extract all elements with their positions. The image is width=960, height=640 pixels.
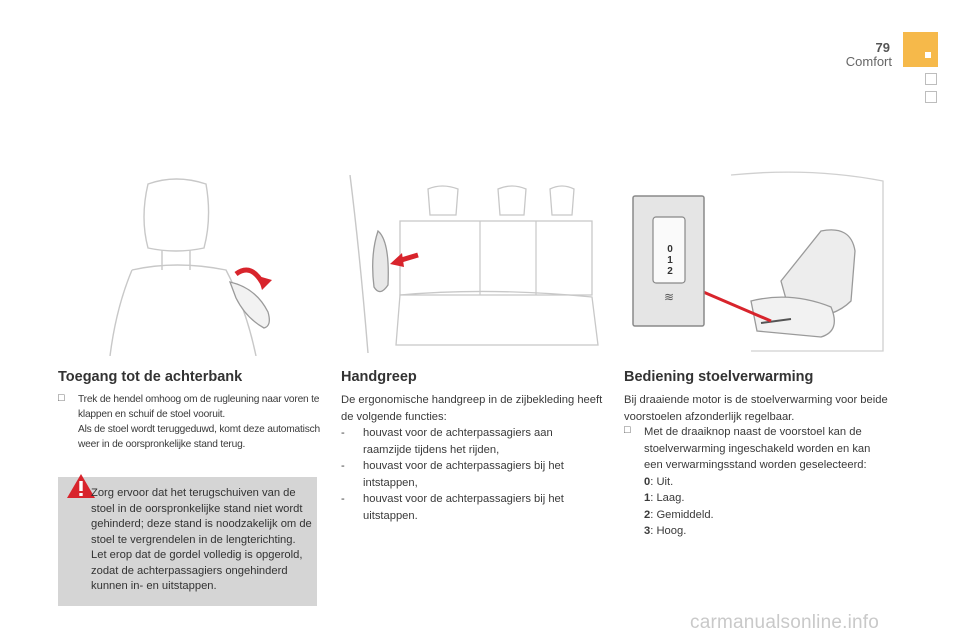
watermark: carmanualsonline.info bbox=[690, 612, 880, 633]
section-heading: Bediening stoelverwarming bbox=[624, 369, 814, 385]
list-item bbox=[341, 425, 603, 458]
level-item bbox=[644, 490, 889, 507]
list-dash: - bbox=[341, 460, 345, 472]
chapter-box[interactable] bbox=[925, 73, 937, 85]
section-tab[interactable] bbox=[903, 32, 938, 67]
warning-text: Zorg ervoor dat het terugschuiven van de stoel in de oorspronkelijke stand niet wordt gehinderd; deze stand is noodzakelijk om de stoel te vergrendelen in de lengterichting. Let erop dat de gordel volledig is opgerold, zodat de achterpassagiers ongehinderd kunnen in- en uitstappen. bbox=[91, 487, 312, 592]
paragraph: De ergonomische handgreep in de zijbekleding heeft de volgende functies: bbox=[341, 394, 603, 423]
level-label: : Laag. bbox=[650, 492, 685, 504]
bullet-block bbox=[624, 424, 889, 540]
bullet-text: Met de draaiknop naast de voorstoel kan de stoelverwarming ingeschakeld worden en kan een verwarmingsstand worden geselecteerd: bbox=[644, 426, 871, 471]
function-list bbox=[341, 425, 603, 524]
list-item-text: houvast voor de achterpassagiers bij het intstappen, bbox=[363, 460, 564, 489]
level-item bbox=[644, 523, 889, 540]
dial-labels bbox=[664, 244, 676, 277]
bullet-text: Trek de hendel omhoog om de rugleuning naar voren te klappen en schuif de stoel vooruit. bbox=[78, 394, 320, 420]
level-key: 2 bbox=[644, 508, 651, 521]
illustration-rear-bench bbox=[340, 175, 602, 353]
level-key: 3 bbox=[644, 525, 651, 537]
check-box-icon: □ bbox=[58, 392, 65, 404]
list-item-text: houvast voor de achterpassagiers bij het uitstappen. bbox=[363, 493, 564, 522]
check-box-icon: □ bbox=[624, 424, 631, 436]
list-item bbox=[341, 458, 603, 491]
chapter-box[interactable] bbox=[925, 91, 937, 103]
level-key: 1 bbox=[644, 492, 651, 504]
level-label: : Uit. bbox=[650, 475, 674, 488]
section-heading: Handgreep bbox=[341, 369, 417, 385]
list-dash: - bbox=[341, 427, 345, 439]
level-label: : Gemiddeld. bbox=[650, 508, 714, 521]
dial-label: 2 bbox=[667, 266, 673, 277]
level-label: : Hoog. bbox=[650, 525, 687, 537]
list-dash: - bbox=[341, 493, 345, 505]
seat-heat-icon: ≋ bbox=[663, 290, 675, 304]
section-title: Comfort bbox=[845, 54, 892, 69]
list-item bbox=[341, 491, 603, 524]
dial-label: 0 bbox=[667, 244, 673, 255]
bullet-block bbox=[58, 392, 320, 452]
level-item bbox=[644, 474, 889, 491]
list-item-text: houvast voor de achterpassagiers aan raamzijde tijdens het rijden, bbox=[363, 427, 553, 456]
dial-label: 1 bbox=[667, 255, 673, 266]
level-item bbox=[644, 507, 889, 524]
bullet-text: Als de stoel wordt teruggeduwd, komt deze automatisch weer in de oorspronkelijke stand terug. bbox=[78, 424, 320, 450]
paragraph: Bij draaiende motor is de stoelverwarming voor beide voorstoelen afzonderlijk regelbaar. bbox=[624, 394, 888, 423]
section-heading: Toegang tot de achterbank bbox=[58, 369, 243, 385]
illustration-seat-lever bbox=[96, 178, 286, 356]
tab-marker bbox=[925, 52, 931, 58]
page-number: 79 bbox=[875, 40, 890, 55]
level-key: 0 bbox=[644, 475, 651, 488]
